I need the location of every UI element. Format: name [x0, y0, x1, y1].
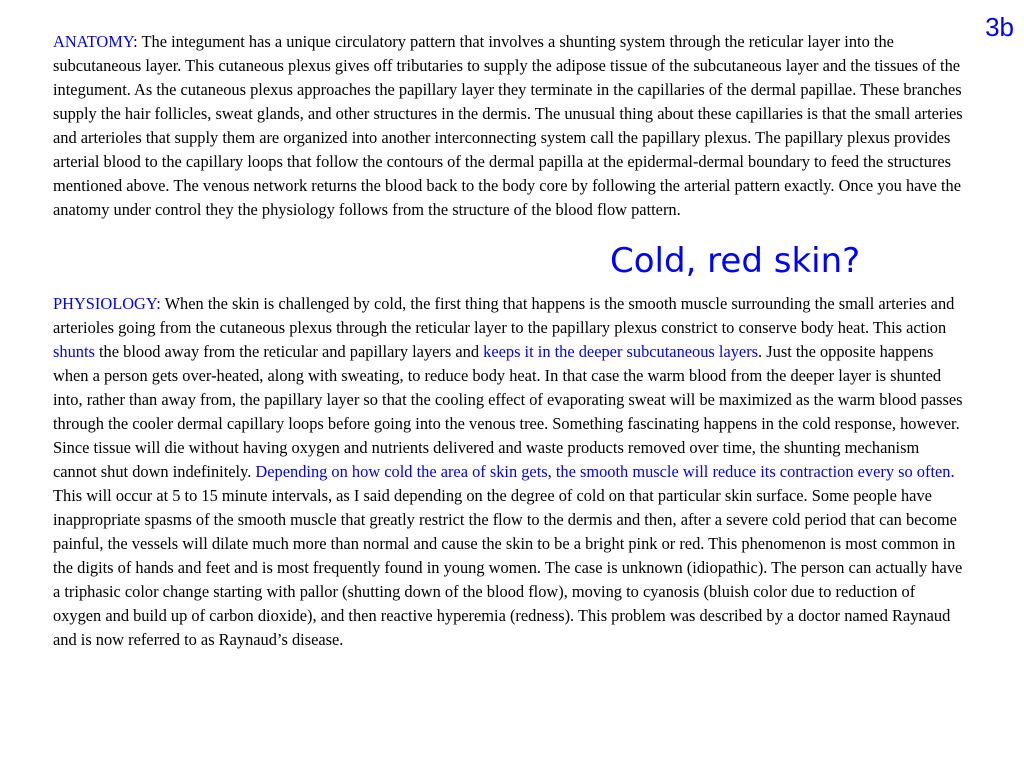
physiology-label: PHYSIOLOGY:: [53, 294, 161, 313]
physiology-text-4: This will occur at 5 to 15 minute intervals, as I said depending on the degree of cold on that particular skin surface. Some people have inappropriate spasms of the smooth muscle that greatly restrict the flow to the dermis and then, after a severe cold period that can become painful, the vessels will dilate much more than normal and cause the skin to be a bright pink or red. This phenomenon is most common in the digits of hands and feet and is most frequently found in young women. The case is unknown (idiopathic). The person can actually have a triphasic color change starting with pallor (shutting down of the blood flow), moving to cyanosis (bluish color due to reduction of oxygen and build up of carbon dioxide), and then reactive hyperemia (redness). This problem was described by a doctor named Raynaud and is now referred to as Raynaud’s disease.: [53, 486, 963, 649]
highlight-deeper-layers: keeps it in the deeper subcutaneous layers: [483, 342, 759, 361]
physiology-text-2: the blood away from the reticular and papillary layers and: [94, 342, 484, 361]
callout-heading: Cold, red skin?: [610, 241, 861, 281]
anatomy-text: The integument has a unique circulatory pattern that involves a shunting system through the reticular layer into the subcutaneous layer. This cutaneous plexus gives off tributaries to supply the adipose tissue of the subcutaneous layer and the tissues of the integument. As the cutaneous plexus approaches the papillary layer they terminate in the capillaries of the dermal papillae. These branches supply the hair follicles, sweat glands, and other structures in the dermis. The unusual thing about these capillaries is that the small arteries and arterioles that supply them are organized into another interconnecting system call the papillary plexus. The papillary plexus provides arterial blood to the capillary loops that follow the contours of the dermal papilla at the epidermal-dermal boundary to feed the structures mentioned above. The venous network returns the blood back to the body core by following the arterial pattern exactly. Once you have the anatomy under control they the physiology follows from the structure of the blood flow pattern.: [53, 32, 963, 219]
slide-number: 3b: [985, 12, 1014, 42]
anatomy-separator: :: [133, 32, 142, 51]
anatomy-paragraph: [53, 30, 965, 222]
physiology-text-1: When the skin is challenged by cold, the first thing that happens is the smooth muscle surrounding the small arteries and arterioles going from the cutaneous plexus through the reticular layer to the papillary plexus constrict to conserve body heat. This action: [53, 294, 955, 337]
physiology-text-3: . Just the opposite happens when a person gets over-heated, along with sweating, to reduce body heat. In that case the warm blood from the deeper layer is shunted into, rather than away from, the papillary layer so that the cooling effect of evaporating sweat will be maximized as the warm blood passes through the cooler dermal capillary loops before going into the venous tree. Something fascinating happens in the cold response, however. Since tissue will die without having oxygen and nutrients delivered and waste products removed over time, the shunting mechanism cannot shut down indefinitely.: [53, 342, 963, 481]
highlight-contraction: Depending on how cold the area of skin gets, the smooth muscle will reduce its contraction every so often.: [255, 462, 955, 481]
anatomy-label: ANATOMY: [53, 32, 134, 51]
physiology-paragraph: [53, 292, 965, 652]
highlight-shunts: shunts: [53, 342, 95, 361]
